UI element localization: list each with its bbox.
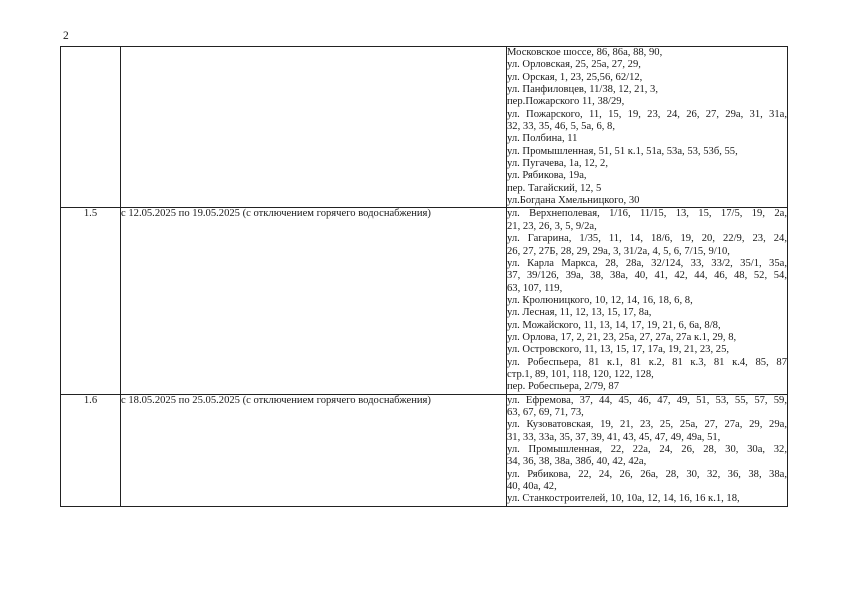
address-line: 40, 40а, 42, [507, 481, 557, 493]
address-line: 26, 27, 27Б, 28, 29, 29а, 3, 31/2а, 4, 5, 6, 7/15, 9/10, [507, 245, 730, 257]
address-line: ул. Верхнеполевая, 1/16, 11/15, 13, 15, 17/5, 19, 2а, [507, 208, 787, 220]
address-line: ул. Полбина, 11 [507, 133, 578, 145]
table-row [61, 47, 788, 208]
table-row [61, 208, 788, 394]
address-list [507, 208, 788, 394]
schedule-table-body [61, 47, 788, 507]
address-list [507, 47, 788, 208]
address-line: пер.Пожарского 11, 38/29, [507, 96, 625, 108]
address-line: ул. Промышленная, 51, 51 к.1, 51а, 53а, 53, 53б, 55, [507, 145, 738, 157]
address-line: пер. Робеспьера, 2/79, 87 [507, 381, 620, 393]
address-line: ул. Орлова, 17, 2, 21, 23, 25а, 27, 27а, 27а к.1, 29, 8, [507, 331, 737, 343]
address-line: ул. Пугачева, 1а, 12, 2, [507, 158, 609, 170]
row-number [61, 47, 121, 208]
address-line: Московское шоссе, 86, 86а, 88, 90, [507, 47, 663, 58]
address-line: ул. Можайского, 11, 13, 14, 17, 19, 21, 6, 6а, 8/8, [507, 319, 721, 331]
address-list [507, 394, 788, 506]
address-line: ул. Промышленная, 22, 22а, 24, 26, 28, 30, 30а, 32, [507, 444, 787, 455]
address-line: 32, 33, 35, 46, 5, 5а, 6, 8, [507, 121, 615, 133]
address-line: ул. Орловская, 25, 25а, 27, 29, [507, 59, 641, 71]
row-number: 1.5 [61, 208, 121, 394]
address-line: ул.Богдана Хмельницкого, 30 [507, 195, 640, 207]
address-line: ул. Пожарского, 11, 15, 19, 23, 24, 26, 27, 29а, 31, 31а, [507, 108, 787, 120]
address-line: стр.1, 89, 101, 118, 120, 122, 128, [507, 368, 654, 380]
address-line: ул. Ефремова, 37, 44, 45, 46, 47, 49, 51, 53, 55, 57, 59, [507, 394, 787, 406]
address-line: ул. Станкостроителей, 10, 10а, 12, 14, 16, 16 к.1, 18, [507, 493, 740, 505]
row-number: 1.6 [61, 394, 121, 506]
address-line: ул. Орская, 1, 23, 25,56, 62/12, [507, 71, 643, 83]
outage-schedule-table [60, 46, 788, 507]
address-line: 21, 23, 26, 3, 5, 9/2а, [507, 220, 597, 232]
address-line: ул. Островского, 11, 13, 15, 17, 17а, 19, 21, 23, 25, [507, 344, 730, 356]
address-line: ул. Лесная, 11, 12, 13, 15, 17, 8а, [507, 307, 652, 319]
address-line: 31, 33, 33а, 35, 37, 39, 41, 43, 45, 47, 49, 49а, 51, [507, 431, 721, 443]
table-row [61, 394, 788, 506]
address-line: 63, 107, 119, [507, 282, 563, 294]
address-line: ул. Карла Маркса, 28, 28а, 32/124, 33, 33/2, 35/1, 35а, [507, 257, 787, 269]
page-number: 2 [63, 30, 69, 42]
address-line: ул. Гагарина, 1/35, 11, 14, 18/6, 19, 20, 22/9, 23, 24, [507, 233, 787, 245]
outage-period [121, 47, 507, 208]
address-line: ул. Кролюницкого, 10, 12, 14, 16, 18, 6, 8, [507, 294, 693, 306]
address-line: 37, 39/126, 39а, 38, 38а, 40, 41, 42, 44, 46, 48, 52, 54, [507, 270, 787, 282]
outage-period: с 12.05.2025 по 19.05.2025 (с отключением горячего водоснабжения) [121, 208, 507, 394]
outage-period: с 18.05.2025 по 25.05.2025 (с отключением горячего водоснабжения) [121, 394, 507, 506]
address-line: 63, 67, 69, 71, 73, [507, 406, 584, 418]
address-line: пер. Тагайский, 12, 5 [507, 182, 602, 194]
address-line: ул. Робеспьера, 81 к.1, 81 к.2, 81 к.3, 81 к.4, 85, 87 [507, 356, 787, 368]
address-line: ул. Рябикова, 19а, [507, 170, 587, 182]
address-line: 34, 36, 38, 38а, 38б, 40, 42, 42а, [507, 456, 647, 468]
address-line: ул. Панфиловцев, 11/38, 12, 21, 3, [507, 84, 658, 96]
address-line: ул. Рябикова, 22, 24, 26, 26а, 28, 30, 32, 36, 38, 38а, [507, 468, 787, 480]
address-line: ул. Кузоватовская, 19, 21, 23, 25, 25а, 27, 27а, 29, 29а, [507, 419, 787, 431]
